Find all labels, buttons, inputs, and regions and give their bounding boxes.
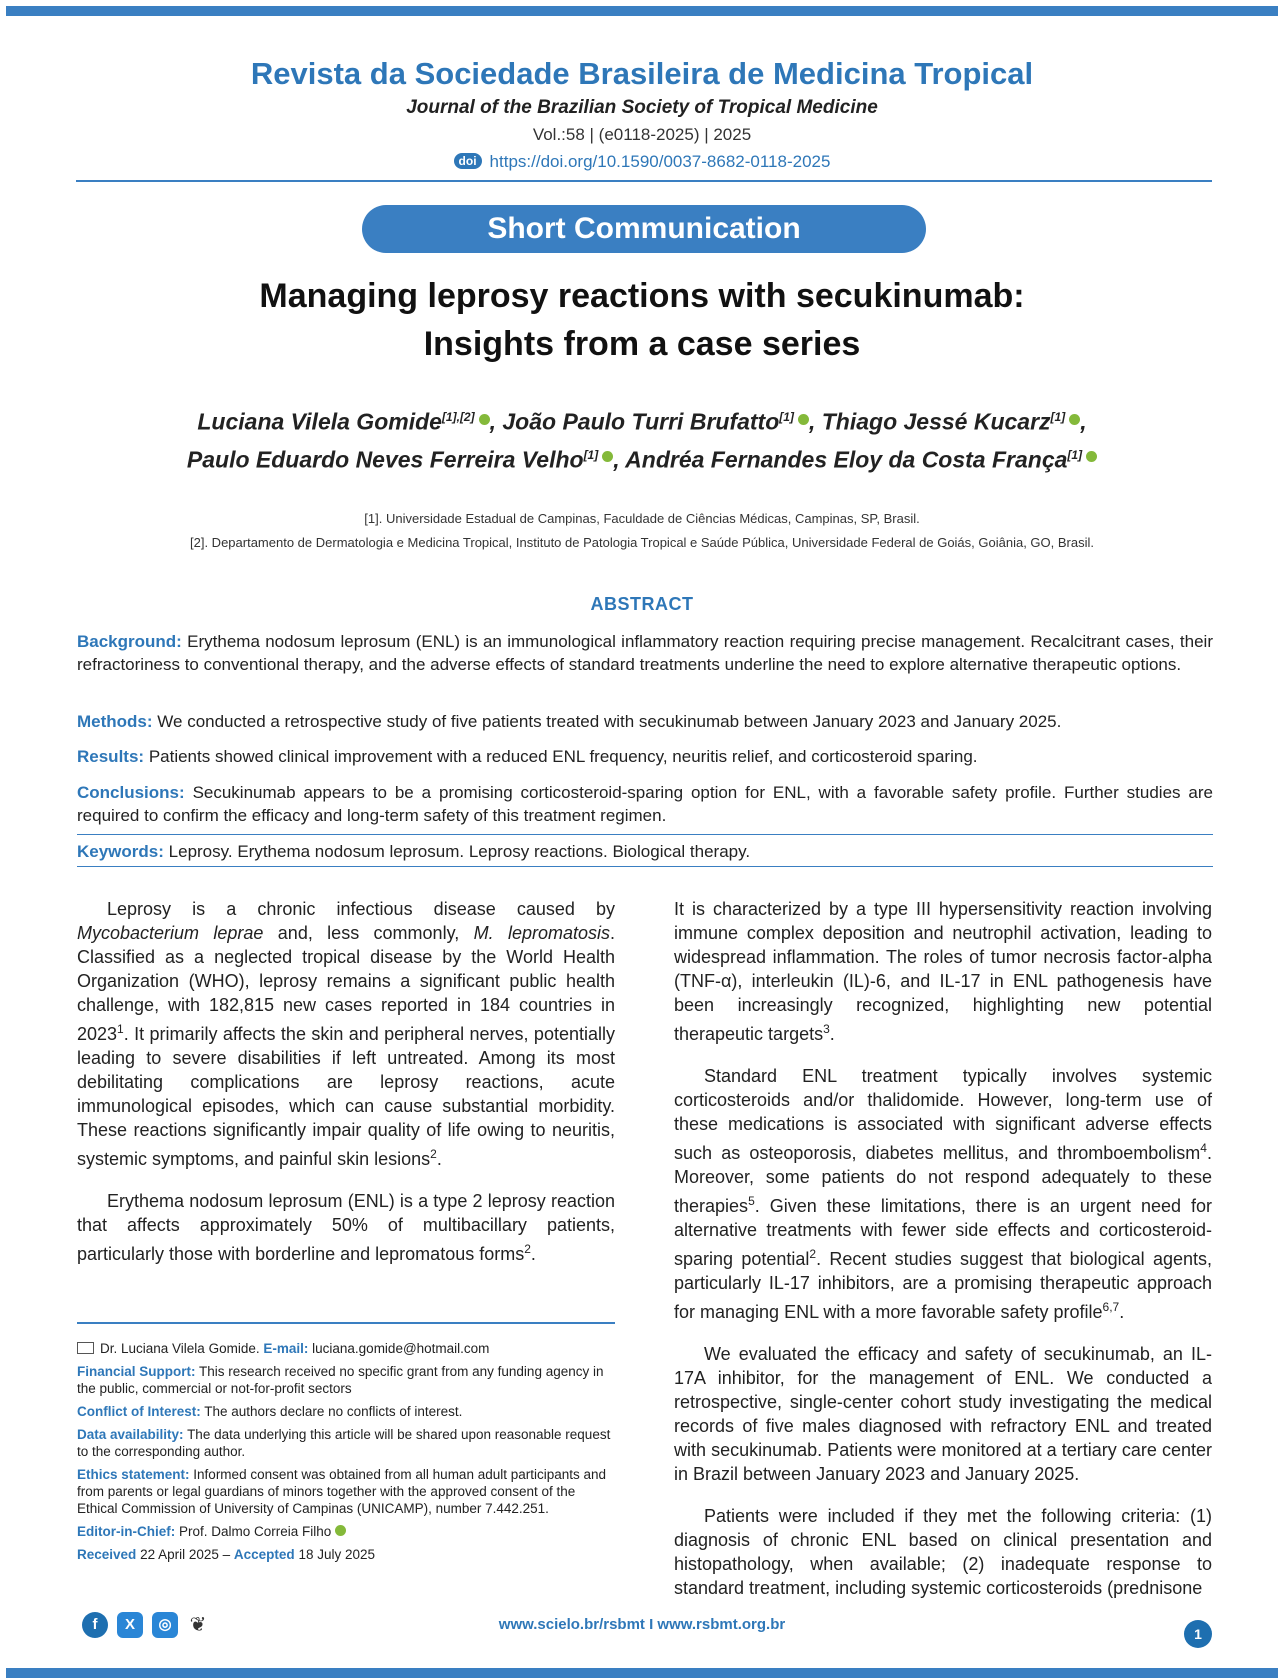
citation: 6,7 [1102,1300,1120,1314]
orcid-icon[interactable] [798,414,809,425]
paragraph: Leprosy is a chronic infectious disease caused by Mycobacterium leprae and, less commonly, M. lepromatosis. Classified as a neglected tropical disease by the World Health Organization (WHO), leprosy remains a significant public health challenge, with 182,815 new cases reported in 184 countries in 2023$^1$. It primarily affects the skin and peripheral nerves, potentially leading to severe disabilities if left untreated. Among its most debilitating complications are leprosy reactions, acute immunological episodes, which can cause substantial morbidity. These reactions significantly impair quality of life owing to neuritis, systemic symptoms, and painful skin lesions$^2$. [77,899,616,1169]
author-affiliation: [1] [583,447,599,462]
author-name: Andréa Fernandes Eloy da Costa França [625,446,1068,473]
bottom-accent-bar [6,1668,1278,1678]
article-type-badge: Short Communication [362,205,926,253]
citation: 2 [809,1247,817,1261]
footnote-divider [77,1322,615,1324]
paragraph: We evaluated the efficacy and safety of secukinumab, an IL-17A inhibitor, for the management of ENL. We conducted a retrospective, single-center cohort study investigating the medical records of five males diagnosed with refractory ENL and treated with secukinumab. Patients were monitored at a tertiary care center in Brazil between January 2023 and January 2025. [674,1344,1212,1484]
author-list: Luciana Vilela Gomide[1],[2] , João Paulo Turri Brufatto[1] , Thiago Jessé Kucarz[1] , Paulo Eduardo Neves Ferreira Velho[1] , Andréa Fernandes Eloy da Costa França[1] [100,401,1184,476]
author-affiliation: [1],[2] [441,410,475,424]
article-title [100,272,1184,368]
affiliation-2: [2]. Departamento de Dermatologia e Medicina Tropical, Instituto de Patologia Tropical e Saúde Pública, Universidade Federal de Goiás, Goiânia, GO, Brasil. [190,535,1094,550]
abstract-background: Background: Erythema nodosum leprosum (ENL) is an immunological inflammatory reaction requiring precise management. Recalcitrant cases, their refractoriness to conventional therapy, and the adverse effects of standard treatments underline the need to explore alternative therapeutic options. [77,632,1213,674]
header-divider [76,180,1212,182]
abstract-conclusions: Conclusions: Secukinumab appears to be a promising corticosteroid-sparing option for ENL, with a favorable safety profile. Further studies are required to confirm the efficacy and long-term safety of this treatment regimen. [77,783,1213,825]
keywords-top-rule [77,834,1213,835]
author-affiliation: [1] [779,410,794,424]
paragraph: Patients were included if they met the following criteria: (1) diagnosis of chronic ENL based on clinical presentation and histopathology, when available; (2) inadequate response to standard treatment, including systemic corticosteroids (prednisone [674,1506,1212,1598]
corresponding-author: Dr. Luciana Vilela Gomide. E-mail: luciana.gomide@hotmail.com [77,1340,615,1357]
keywords-label: Keywords: [77,842,164,861]
paragraph: Standard ENL treatment typically involves systemic corticosteroids and/or thalidomide. However, long-term use of these medications is associated with significant adverse effects such as osteoporosis, diabetes mellitus, and thromboembolism$^4$. Moreover, some patients do not respond adequately to these therapies$^5$. Given these limitations, there is an urgent need for alternative treatments with fewer side effects and corticosteroid-sparing potential$^2$. Recent studies suggest that biological agents, particularly IL-17 inhibitors, are a promising therapeutic approach for managing ENL with a more favorable safety profile$^{6,7}$. [674,1066,1212,1322]
author-affiliation: [1] [1050,410,1066,424]
title-line-2: Insights from a case series [423,325,861,363]
footnotes [77,1340,615,1569]
doi-icon: doi [454,153,482,169]
society-logo-icon[interactable]: ❦ [189,1614,207,1636]
volume-line: Vol.:58 | (e0118-2025) | 2025 [532,125,752,144]
author-name: Thiago Jessé Kucarz [821,408,1051,435]
email-link[interactable]: luciana.gomide@hotmail.com [312,1341,490,1356]
methods-label: Methods: [77,712,153,731]
conclusions-label: Conclusions: [77,783,185,802]
affiliation-1: [1]. Universidade Estadual de Campinas, Faculdade de Ciências Médicas, Campinas, SP, Brasil. [364,511,920,526]
footer-urls[interactable]: www.scielo.br/rsbmt I www.rsbmt.org.br [498,1616,786,1633]
paragraph: Erythema nodosum leprosum (ENL) is a type 2 leprosy reaction that affects approximately 50% of multibacillary patients, particularly those with borderline and lepromatous forms$^2$. [77,1191,615,1264]
abstract-heading: ABSTRACT [590,594,694,614]
journal-title: Revista da Sociedade Brasileira de Medicina Tropical [250,56,1034,91]
keywords-bottom-rule [77,866,1213,867]
body-column-right [674,897,1212,1618]
citation: 2 [430,1147,437,1161]
abstract-keywords: Keywords: Leprosy. Erythema nodosum leprosum. Leprosy reactions. Biological therapy. [77,842,751,861]
citation: 2 [524,1242,531,1256]
financial-support: Financial Support: This research received no specific grant from any funding agency in the public, commercial or not-for-profit sectors [77,1364,604,1396]
results-label: Results: [77,747,145,766]
author-name: Paulo Eduardo Neves Ferreira Velho [186,446,584,473]
received-accepted: Received 22 April 2025 – Accepted 18 July 2025 [77,1547,376,1562]
conflict-of-interest: Conflict of Interest: The authors declare no conflicts of interest. [77,1404,463,1419]
abstract-methods: Methods: We conducted a retrospective study of five patients treated with secukinumab between January 2023 and January 2025. [77,712,1062,731]
orcid-icon[interactable] [602,451,613,462]
citation: 4 [1200,1141,1207,1155]
body-column-left [77,897,615,1284]
orcid-icon[interactable] [1086,451,1097,462]
title-line-1: Managing leprosy reactions with secukinumab: [259,277,1025,315]
orcid-icon[interactable] [479,414,490,425]
x-twitter-icon[interactable]: X [117,1612,143,1638]
citation: 1 [117,1022,124,1036]
journal-subtitle: Journal of the Brazilian Society of Tropical Medicine [406,97,878,118]
instagram-icon[interactable]: ◎ [152,1612,178,1638]
abstract-results: Results: Patients showed clinical improvement with a reduced ENL frequency, neuritis relief, and corticosteroid sparing. [77,747,978,766]
orcid-icon[interactable] [1069,414,1080,425]
doi-link[interactable]: https://doi.org/10.1590/0037-8682-0118-2025 [489,152,831,171]
page-number: 1 [1184,1620,1212,1648]
orcid-icon[interactable] [335,1525,346,1536]
top-accent-bar [6,6,1278,16]
editor-in-chief: Editor-in-Chief: Prof. Dalmo Correia Filho [77,1523,615,1540]
ethics-statement: Ethics statement: Informed consent was obtained from all human adult participants and from parents or legal guardians of minors together with the approved consent of the Ethical Commission of University of Campinas (UNICAMP), number 7.442.251. [77,1467,607,1516]
data-availability: Data availability: The data underlying this article will be shared upon reasonable request to the corresponding author. [77,1427,611,1459]
author-name: Luciana Vilela Gomide [197,408,442,435]
citation: 5 [748,1194,755,1208]
author-affiliation: [1] [1067,447,1083,462]
background-label: Background: [77,632,182,651]
paragraph: It is characterized by a type III hypersensitivity reaction involving immune complex deposition and neutrophil activation, leading to widespread inflammation. The roles of tumor necrosis factor-alpha (TNF-α), interleukin (IL)-6, and IL-17 in ENL pathogenesis have been increasingly recognized, highlighting new potential therapeutic targets$^3$. [674,899,1212,1044]
author-name: João Paulo Turri Brufatto [502,408,780,435]
facebook-icon[interactable]: f [82,1612,108,1638]
citation: 3 [823,1022,830,1036]
envelope-icon [77,1342,94,1354]
doi-line [0,152,1284,172]
